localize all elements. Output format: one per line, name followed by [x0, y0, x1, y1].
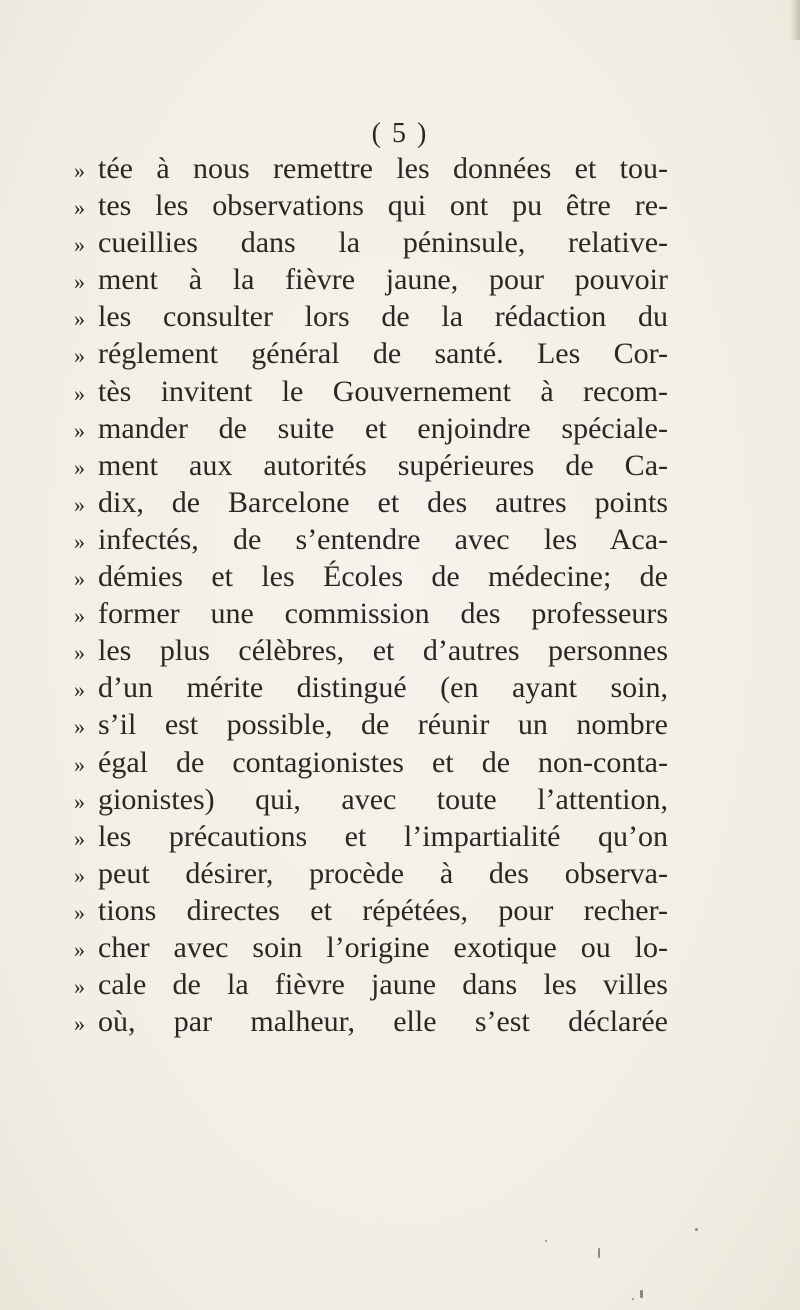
line-text: tions directes et répétées, pour recher-	[98, 893, 668, 927]
quote-marker: »	[74, 232, 85, 258]
page-number: ( 5 )	[371, 118, 429, 149]
line-text: les consulter lors de la rédaction du	[98, 300, 668, 334]
text-line	[74, 669, 774, 706]
quote-marker: »	[74, 751, 85, 777]
text-line	[74, 335, 774, 372]
quote-marker: »	[74, 380, 85, 406]
text-line	[74, 744, 774, 781]
line-text: d’un mérite distingué (en ayant soin,	[98, 671, 668, 705]
line-text: les précautions et l’impartialité qu’on	[98, 819, 668, 853]
text-line	[74, 855, 774, 892]
line-text: cher avec soin l’origine exotique ou lo-	[98, 930, 668, 964]
text-line	[74, 1003, 774, 1040]
text-line	[74, 706, 774, 743]
quote-marker: »	[74, 1011, 85, 1037]
text-line	[74, 781, 774, 818]
quote-marker: »	[74, 491, 85, 517]
line-text: ment aux autorités supérieures de Ca-	[98, 448, 668, 482]
line-text: où, par malheur, elle s’est déclarée	[98, 1005, 668, 1039]
quote-marker: »	[74, 936, 85, 962]
line-text: démies et les Écoles de médecine; de	[98, 560, 668, 594]
text-line	[74, 595, 774, 632]
line-text: gionistes) qui, avec toute l’attention,	[98, 782, 668, 816]
line-text: égal de contagionistes et de non-conta-	[98, 745, 668, 779]
quote-marker: »	[74, 306, 85, 332]
text-line	[74, 818, 774, 855]
line-text: tes les observations qui ont pu être re-	[98, 189, 668, 223]
quote-marker: »	[74, 603, 85, 629]
quote-marker: »	[74, 862, 85, 888]
quote-marker: »	[74, 825, 85, 851]
text-line	[74, 521, 774, 558]
quote-marker: »	[74, 158, 85, 183]
text-line	[74, 224, 774, 261]
page-edge-shadow	[790, 0, 800, 40]
text-line	[74, 558, 774, 595]
quote-marker: »	[74, 788, 85, 814]
quote-marker: »	[74, 454, 85, 480]
quote-marker: »	[74, 195, 85, 221]
line-text: cueillies dans la péninsule, relative-	[98, 226, 668, 260]
text-line	[74, 150, 774, 187]
line-text: former une commission des professeurs	[98, 597, 668, 631]
body-text	[74, 150, 774, 1040]
text-line	[74, 373, 774, 410]
quote-marker: »	[74, 640, 85, 666]
quote-marker: »	[74, 974, 85, 1000]
paper-speck	[640, 1290, 643, 1298]
text-line	[74, 410, 774, 447]
quote-marker: »	[74, 566, 85, 592]
line-text: cale de la fièvre jaune dans les villes	[98, 968, 668, 1002]
line-text: tès invitent le Gouvernement à recom-	[98, 374, 668, 408]
line-text: réglement général de santé. Les Cor-	[98, 337, 668, 371]
quote-marker: »	[74, 343, 85, 369]
text-line	[74, 966, 774, 1003]
text-line	[74, 929, 774, 966]
paper-speck	[545, 1240, 547, 1242]
line-text: mander de suite et enjoindre spéciale-	[98, 411, 668, 445]
text-line	[74, 447, 774, 484]
quote-marker: »	[74, 677, 85, 703]
text-line	[74, 298, 774, 335]
line-text: s’il est possible, de réunir un nombre	[98, 708, 668, 742]
line-text: les plus célèbres, et d’autres personnes	[98, 634, 668, 668]
line-text: dix, de Barcelone et des autres points	[98, 485, 668, 519]
line-text: infectés, de s’entendre avec les Aca-	[98, 522, 668, 556]
quote-marker: »	[74, 714, 85, 740]
quote-marker: »	[74, 269, 85, 295]
text-line	[74, 484, 774, 521]
line-text: tée à nous remettre les données et tou-	[98, 152, 668, 185]
quote-marker: »	[74, 528, 85, 554]
text-line	[74, 632, 774, 669]
text-line	[74, 261, 774, 298]
paper-speck	[632, 1298, 634, 1300]
text-line	[74, 892, 774, 929]
quote-marker: »	[74, 417, 85, 443]
quote-marker: »	[74, 899, 85, 925]
line-text: ment à la fièvre jaune, pour pouvoir	[98, 263, 668, 297]
paper-speck	[598, 1248, 600, 1258]
paper-speck	[695, 1228, 698, 1231]
line-text: peut désirer, procède à des observa-	[98, 856, 668, 890]
text-line	[74, 187, 774, 224]
